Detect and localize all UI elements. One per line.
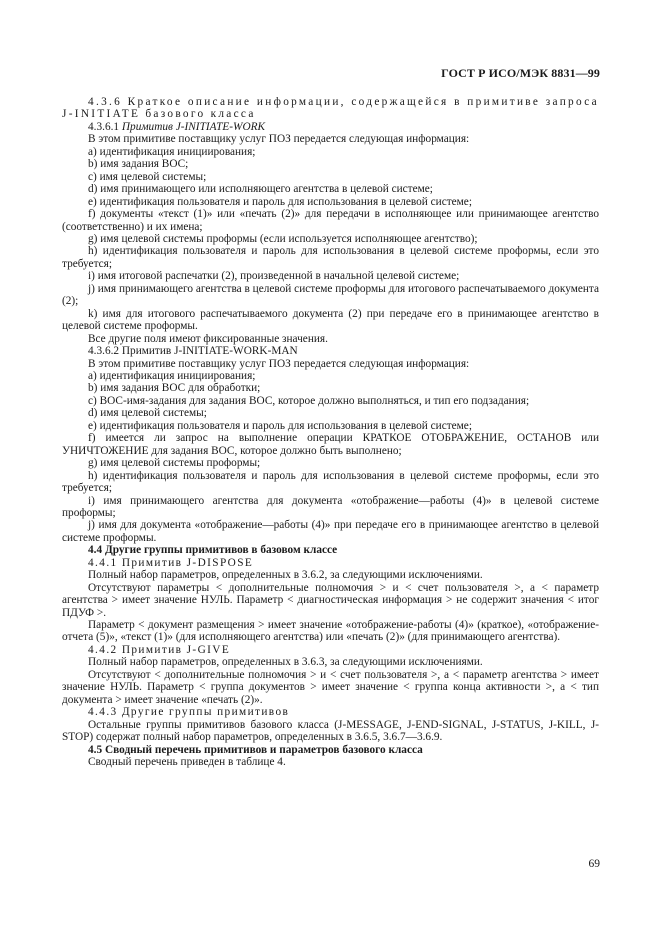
section-4-4-3-title: 4.4.3 Другие группы примитивов (88, 706, 290, 719)
section-4-4-heading: 4.4 Другие группы примитивов в базовом классе (88, 544, 338, 557)
section-4-3-6-1-title (62, 121, 599, 133)
section-4-4-1-title: 4.4.1 Примитив J-DISPOSE (88, 556, 254, 569)
section-4-3-6-2-title: 4.3.6.2 Примитив J-INITIATE-WORK-MAN (88, 345, 298, 358)
list-item: e) идентификация пользователя и пароль для использования в целевой системе; (88, 195, 472, 208)
paragraph: Параметр < документ размещения > имеет значение «отображение-работы (4)» (краткое), «отображение-отчета (5)», «текст (1)» (для исполняющего агентства) или «печать (2)» (для принимающего агентства). (62, 619, 599, 644)
paragraph: Сводный перечень приведен в таблице 4. (88, 756, 286, 769)
list-item: k) имя для итогового распечатываемого документа (2) при передаче его в принимающее агентство в целевой системе проформы. (62, 307, 599, 333)
closing-note: Все другие поля имеют фиксированные значения. (88, 332, 328, 345)
page-number: 69 (588, 858, 600, 870)
list-item: a) идентификация инициирования; (88, 369, 256, 382)
section-intro: В этом примитиве поставщику услуг ПОЗ передается следующая информация: (88, 357, 470, 370)
list-item: c) имя целевой системы; (88, 170, 207, 183)
section-intro: В этом примитиве поставщику услуг ПОЗ передается следующая информация: (88, 133, 470, 146)
list-item: h) идентификация пользователя и пароль для использования в целевой системе проформы, если это требуется; (62, 245, 599, 270)
section-4-4-2-title: 4.4.2 Примитив J-GIVE (88, 643, 231, 656)
paragraph: Остальные группы примитивов базового класса (J-MESSAGE, J-END-SIGNAL, J-STATUS, J-KILL, J-STOP) содержат полный набор параметров, определенных в 3.6.5, 3.6.7—3.6.9. (62, 718, 599, 744)
list-item: d) имя целевой системы; (88, 407, 207, 420)
info-list-initiate-work-man (62, 370, 599, 544)
list-item: i) имя итоговой распечатки (2), произведенной в начальной целевой системе; (88, 270, 460, 283)
section-number: 4.3.6.1 (88, 120, 122, 133)
paragraph: Полный набор параметров, определенных в 3.6.3, за следующими исключениями. (88, 656, 483, 669)
list-item: c) ВОС-имя-задания для задания ВОС, которое должно выполняться, и тип его подзадания; (88, 394, 530, 407)
list-item: b) имя задания ВОС для обработки; (88, 382, 261, 395)
list-item: i) имя принимающего агентства для документа «отображение—работы (4)» в целевой системе проформы; (62, 494, 599, 519)
list-item: e) идентификация пользователя и пароль для использования в целевой системе; (88, 419, 472, 432)
list-item: b) имя задания ВОС; (88, 158, 189, 171)
list-item: g) имя целевой системы проформы; (88, 457, 261, 470)
list-item: j) имя для документа «отображение—работы (4)» при передаче его в принимающее агентство в целевой системе проформы. (62, 519, 599, 544)
paragraph: Отсутствуют параметры < дополнительные полномочия > и < счет пользователя >, а < параметр агентства > имеет значение НУЛЬ. Параметр < диагностическая информация > не содержит значения < итог ПДУФ >. (62, 581, 599, 619)
paragraph: Отсутствуют < дополнительные полномочия > и < счет пользователя >, а < параметр агентства > имеет значение НУЛЬ. Параметр < группа документов > имеет значение < группа конца активности >, а < тип документа > имеет значение «печать (2)». (62, 668, 599, 706)
paragraph: Полный набор параметров, определенных в 3.6.2, за следующими исключениями. (88, 569, 483, 582)
section-name: Примитив J-INITIATE-WORK (121, 120, 266, 133)
list-item: f) имеется ли запрос на выполнение операции КРАТКОЕ ОТОБРАЖЕНИЕ, ОСТАНОВ или УНИЧТОЖЕНИЕ для задания ВОС, которое должно быть выполнено; (62, 432, 599, 457)
document-body (62, 96, 599, 768)
section-4-3-6-heading: 4.3.6 Краткое описание информации, содержащейся в примитиве запроса J-INITIATE базового класса (62, 96, 599, 121)
list-item: a) идентификация инициирования; (88, 145, 256, 158)
list-item: f) документы «текст (1)» или «печать (2)» для передачи в исполняющее или принимающее агентство (соответственно) и их имена; (62, 208, 599, 233)
info-list-initiate-work (62, 146, 599, 333)
section-4-5-heading: 4.5 Сводный перечень примитивов и параметров базового класса (88, 743, 423, 756)
list-item: j) имя принимающего агентства в целевой системе проформы для итогового распечатываемого документа (2); (62, 282, 599, 308)
document-header: ГОСТ Р ИСО/МЭК 8831—99 (441, 66, 600, 80)
list-item: d) имя принимающего или исполняющего агентства в целевой системе; (88, 183, 433, 196)
list-item: h) идентификация пользователя и пароль для использования в целевой системе проформы, если это требуется; (62, 469, 599, 495)
list-item: g) имя целевой системы проформы (если используется исполняющее агентство); (88, 232, 478, 245)
